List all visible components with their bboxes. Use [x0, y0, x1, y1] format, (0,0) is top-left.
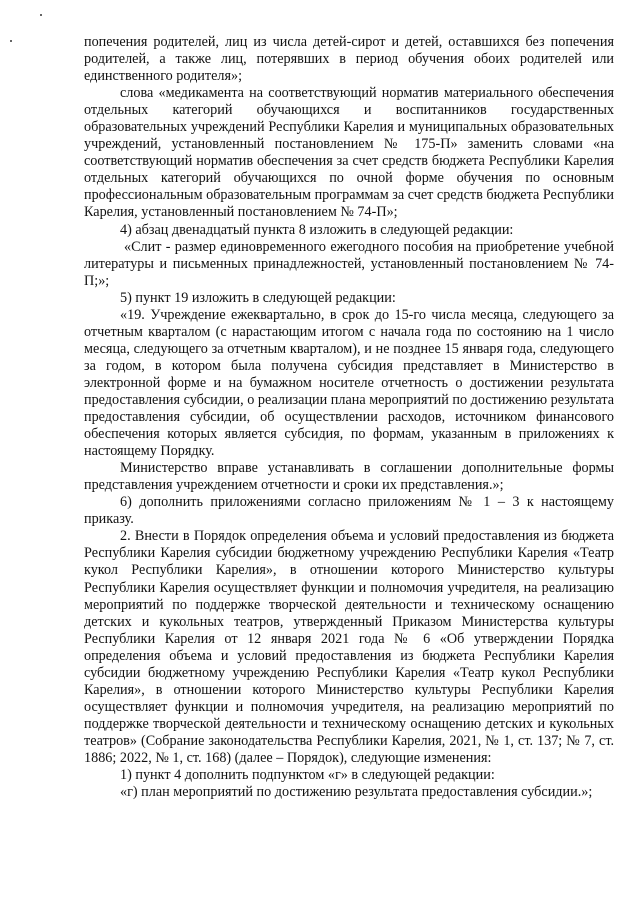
paragraph-item-19-text: «19. Учреждение ежеквартально, в срок до 15-го числа месяца, следующего за отчетным кварталом (с нарастающим итогом с начала года по состоянию на 1 число месяца, следующего за отчетным кварталом), и не позднее 15 января года, следующего за годом, в котором была получена субсидия представляет в Министерство в электронной форме и на бумажном носителе отчетность о достижении результата предоставления субсидии, о реализации плана мероприятий по достижению результата предоставления субсидии, об осуществлении расходов, источником финансового обеспечения которых является субсидия, по формам, указанным в приложениях к настоящему Порядку.	[84, 306, 614, 460]
scan-speck	[40, 14, 42, 16]
paragraph-item-4-text: «Слит - размер единовременного ежегодного пособия на приобретение учебной литературы и письменных принадлежностей, установленный постановлением № 74-П;»;	[84, 238, 614, 289]
paragraph-guardianship-continuation: попечения родителей, лиц из числа детей-сирот и детей, оставшихся без попечения родителей, а также лиц, потерявших в период обучения обоих родителей или единственного родителя»;	[84, 34, 614, 85]
paragraph-ministry-rights: Министерство вправе устанавливать в соглашении дополнительные формы представления учреждением отчетности и сроки их представления.»;	[84, 460, 614, 494]
scan-speck	[10, 40, 12, 42]
paragraph-item-6-appendices: 6) дополнить приложениями согласно приложениям № 1 – 3 к настоящему приказу.	[84, 494, 614, 528]
paragraph-subitem-g: «г) план мероприятий по достижению результата предоставления субсидии.»;	[120, 784, 593, 801]
paragraph-item-4-heading: 4) абзац двенадцатый пункта 8 изложить в следующей редакции:	[120, 221, 514, 238]
paragraph-item-5-heading: 5) пункт 19 изложить в следующей редакции:	[120, 289, 396, 306]
paragraph-item-1-heading: 1) пункт 4 дополнить подпунктом «г» в следующей редакции:	[120, 767, 495, 784]
paragraph-words-replacement: слова «медикамента на соответствующий норматив материального обеспечения отдельных категорий обучающихся и воспитанников государственных образовательных учреждений Республики Карелия и муниципальных образовательных учреждений, установленный постановлением № 175-П» заменить словами «на соответствующий норматив обеспечения за счет средств бюджета Республики Карелия отдельных категорий обучающихся по очной форме обучения по основным профессиональным образовательным программам за счет средств бюджета Республики Карелия, установленный постановлением № 74-П»;	[84, 85, 614, 221]
paragraph-section-2: 2. Внести в Порядок определения объема и условий предоставления из бюджета Республики Карелия субсидии бюджетному учреждению Республики Карелия «Театр кукол Республики Карелия», в отношении которого Министерство культуры Республики Карелия осуществляет функции и полномочия учредителя, на реализацию мероприятий по поддержке творческой деятельности и техническому оснащению детских и кукольных театров, утвержденный Приказом Министерства культуры Республики Карелия от 12 января 2021 года № 6 «Об утверждении Порядка определения объема и условий предоставления из бюджета Республики Карелия субсидии бюджетному учреждению Республики Карелия «Театр кукол Республики Карелия», в отношении которого Министерство культуры Республики Карелия осуществляет функции и полномочия учредителя, на реализацию мероприятий по поддержке творческой деятельности и техническому оснащению детских и кукольных театров» (Собрание законодательства Республики Карелия, 2021, № 1, ст. 137; № 7, ст. 1886; 2022, № 1, ст. 168) (далее – Порядок), следующие изменения:	[84, 528, 614, 766]
document-page	[84, 34, 614, 801]
